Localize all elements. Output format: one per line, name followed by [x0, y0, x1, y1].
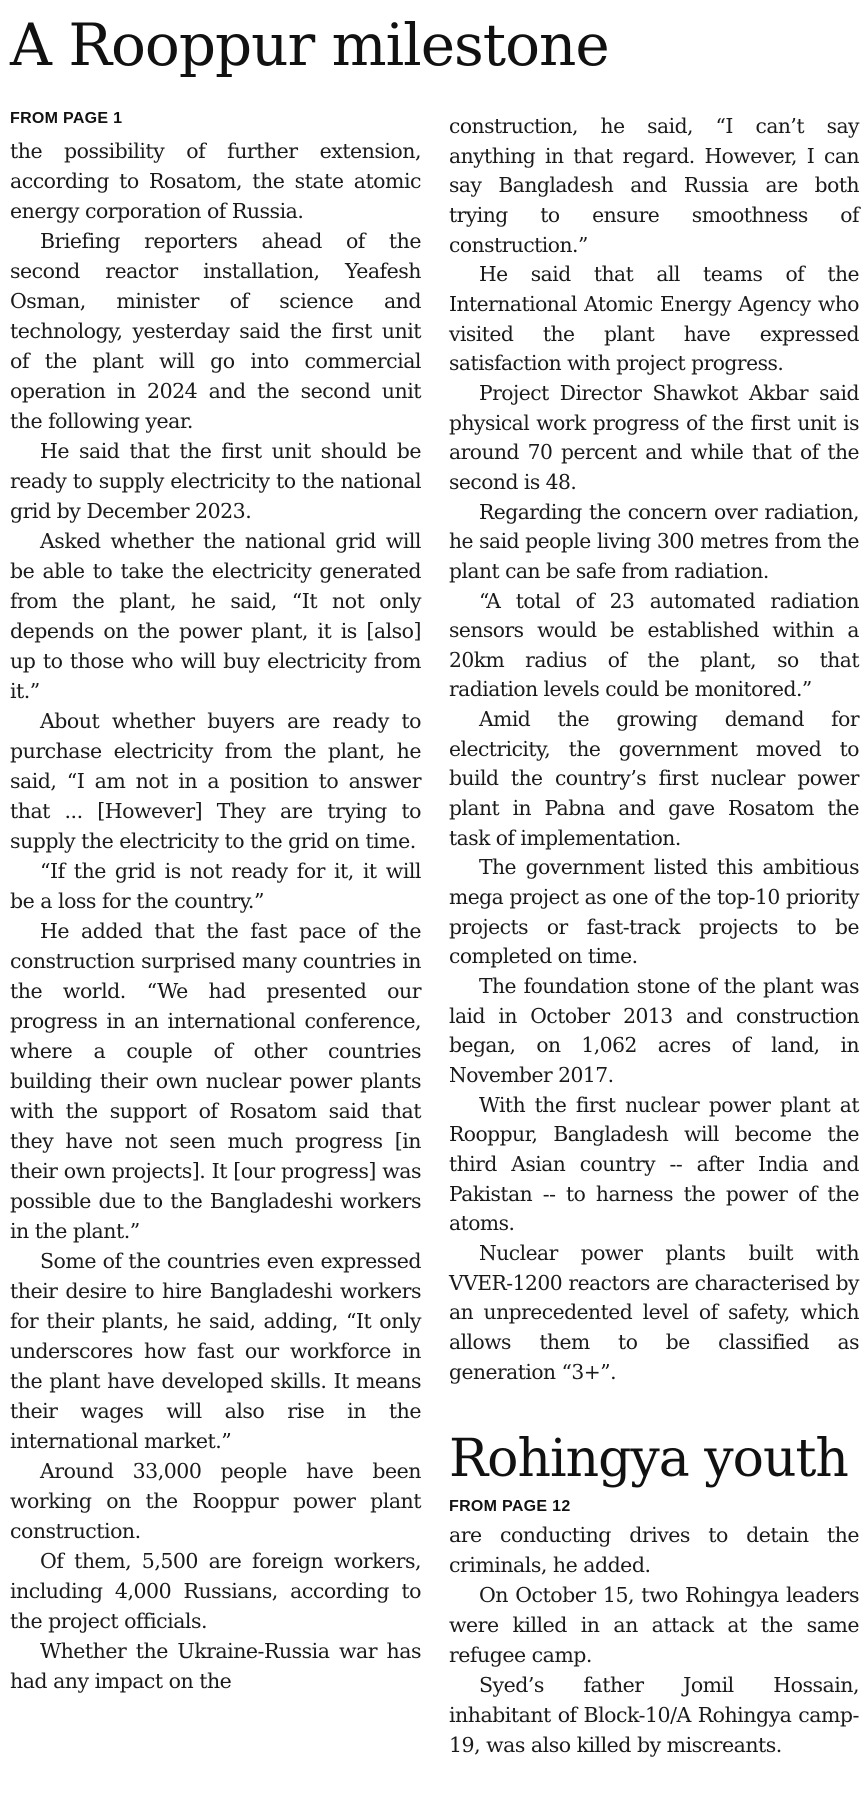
paragraph: He said that the first unit should be ready to supply electricity to the national grid by December 2023. [10, 439, 421, 523]
jump-line-from-page-12: FROM PAGE 12 [449, 1498, 571, 1515]
paragraph: Syed’s father Jomil Hossain, inhabitant of Block-10/A Rohingya camp-19, was also killed by miscreants. [449, 1673, 859, 1757]
paragraph: The foundation stone of the plant was laid in October 2013 and construction began, on 1,062 acres of land, in November 2017. [449, 974, 859, 1087]
paragraph: are conducting drives to detain the criminals, he added. [449, 1523, 859, 1577]
paragraph: He said that all teams of the International Atomic Energy Agency who visited the plant have expressed satisfaction with project progress. [449, 262, 859, 376]
article-column-rohingya [449, 1520, 859, 1760]
paragraph: Around 33,000 people have been working on the Rooppur power plant construction. [10, 1459, 421, 1543]
paragraph: He added that the fast pace of the construction surprised many countries in the world. “We had presented our progress in an international conference, where a couple of other countries building their own nuclear power plants with the support of Rosatom said that they have not seen much progress [in their own projects]. It [our progress] was possible due to the Bangladeshi workers in the plant.” [10, 919, 421, 1243]
paragraph: About whether buyers are ready to purchase electricity from the plant, he said, “I am not in a position to answer that ... [However] They are trying to supply the electricity to the grid on time. [10, 709, 421, 853]
paragraph: Some of the countries even expressed their desire to hire Bangladeshi workers for their plants, he said, adding, “It only underscores how fast our workforce in the plant have developed skills. It means their wages will also rise in the international market.” [10, 1249, 421, 1453]
paragraph: Whether the Ukraine-Russia war has had any impact on the [10, 1639, 421, 1693]
paragraph: the possibility of further extension, according to Rosatom, the state atomic energy corporation of Russia. [10, 139, 421, 223]
story-headline-rohingya: Rohingya youth [449, 1429, 848, 1489]
jump-line-from-page-1: FROM PAGE 1 [10, 110, 123, 127]
paragraph: The government listed this ambitious mega project as one of the top-10 priority projects or fast-track projects to be completed on time. [449, 855, 859, 969]
paragraph: construction, he said, “I can’t say anything in that regard. However, I can say Bangladesh and Russia are both trying to ensure smoothness of construction.” [449, 114, 859, 257]
paragraph: Nuclear power plants built with VVER-1200 reactors are characterised by an unprecedented level of safety, which allows them to be classified as generation “3+”. [449, 1240, 859, 1384]
paragraph: With the first nuclear power plant at Rooppur, Bangladesh will become the third Asian country -- after India and Pakistan -- to harness the power of the atoms. [449, 1092, 859, 1236]
article-column-2 [449, 112, 859, 1387]
paragraph: Briefing reporters ahead of the second reactor installation, Yeafesh Osman, minister of science and technology, yesterday said the first unit of the plant will go into commercial operation in 2024 and the second unit the following year. [10, 229, 421, 433]
story-headline-rooppur: A Rooppur milestone [10, 11, 609, 79]
paragraph: “A total of 23 automated radiation sensors would be established within a 20km radius of the plant, so that radiation levels could be monitored.” [449, 588, 859, 702]
paragraph: On October 15, two Rohingya leaders were killed in an attack at the same refugee camp. [449, 1583, 859, 1667]
paragraph: Asked whether the national grid will be able to take the electricity generated from the plant, he said, “It not only depends on the power plant, it is [also] up to those who will buy electricity from it.” [10, 529, 421, 703]
article-column-1 [10, 136, 421, 1696]
paragraph: Amid the growing demand for electricity, the government moved to build the country’s first nuclear power plant in Pabna and gave Rosatom the task of implementation. [449, 707, 859, 850]
paragraph: Regarding the concern over radiation, he said people living 300 metres from the plant can be safe from radiation. [449, 499, 859, 583]
paragraph: Of them, 5,500 are foreign workers, including 4,000 Russians, according to the project officials. [10, 1549, 421, 1633]
paragraph: Project Director Shawkot Akbar said physical work progress of the first unit is around 70 percent and while that of the second is 48. [449, 380, 859, 494]
paragraph: “If the grid is not ready for it, it will be a loss for the country.” [10, 859, 421, 913]
